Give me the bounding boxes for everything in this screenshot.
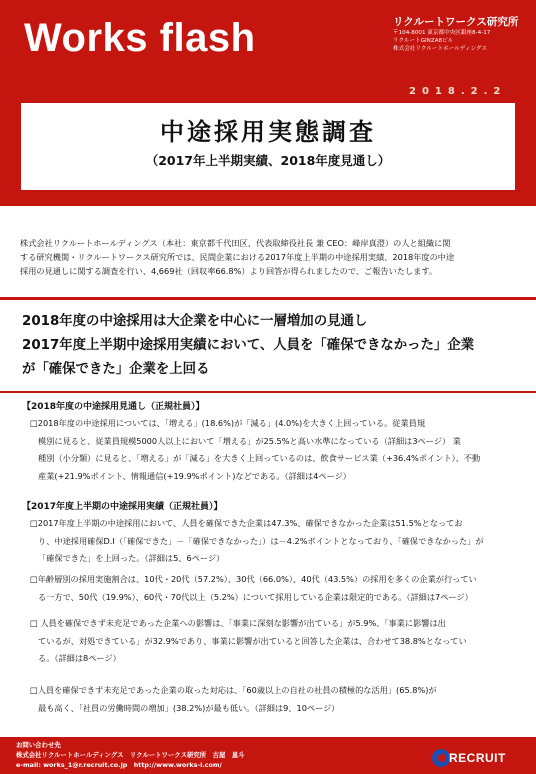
- recruit-mark-icon: [432, 749, 450, 767]
- divider: [0, 391, 536, 393]
- paragraph-line: 種別（小分類）に見ると、「増える」が「減る」を大きく上回っているのは、飲食サービス業（+36.4%ポイント）、不動: [38, 453, 481, 463]
- paragraph-line: 産業(+21.9%ポイント、情報通信(+19.9%ポイント)などである。（詳細は4ページ）: [38, 470, 351, 481]
- paragraph-line: る。（詳細は8ページ）: [38, 653, 121, 663]
- contact-email-link[interactable]: e-mail: works_1@r.recruit.co.jp http://www.works-i.com/: [16, 761, 222, 769]
- paragraph-line: 最も高く、「社員の労働時間の増加」(38.2%)が最も低い。（詳細は9、10ページ）: [38, 702, 340, 713]
- headlines: [22, 310, 522, 382]
- header-band: [0, 0, 536, 206]
- headline: 2017年度上半期中途採用実績において、人員を「確保できなかった」企業: [22, 338, 475, 353]
- org-block: [393, 16, 533, 53]
- contact-title: お問い合わせ先: [16, 741, 61, 749]
- paragraph-line: る一方で、50代（19.9%）、60代・70代以上（5.2%）について採用している企業は限定的である。（詳細は7ページ）: [38, 591, 473, 602]
- org-company: 株式会社リクルートホールディングス: [393, 46, 488, 52]
- org-building: リクルートGINZA8ビル: [393, 38, 454, 44]
- intro-line: 採用の見通しに関する調査を行い、4,669社（回収率66.8%）より回答が得られましたので、ご報告いたします。: [20, 266, 438, 276]
- divider: [0, 297, 536, 300]
- intro-line: 株式会社リクルートホールディングス（本社：東京都千代田区、代表取締役社長 兼 CEO：峰岸真澄）の人と組織に関: [20, 238, 451, 248]
- footer: [0, 737, 536, 774]
- section-label-2017-results: 【2017年度上半期の中途採用実績（正規社員）】: [22, 502, 223, 512]
- paragraph-responses: [30, 682, 520, 717]
- issue-date: 2018.2.2: [409, 86, 507, 97]
- paragraph-age-groups: [30, 571, 520, 606]
- paragraph-line: 「確保できた」を上回った。（詳細は5、6ページ）: [38, 553, 225, 563]
- paragraph-line: □2018年度の中途採用については、「増える」(18.6%)が「減る」(4.0%)を大きく上回っている。従業員規: [30, 418, 426, 428]
- paragraph-hiring-result: [30, 515, 520, 568]
- paragraph-line: ているが、対処できている」が32.9%であり、事業に影響が出ていると回答した企業は、合わせて38.8%となってい: [38, 635, 467, 646]
- org-address: 〒104-8001 東京都中央区銀座8-4-17: [393, 30, 491, 36]
- page-title: 中途採用実態調査: [160, 118, 376, 146]
- headline: が「確保できた」企業を上回る: [22, 362, 210, 377]
- paragraph-2018-outlook: [30, 415, 520, 485]
- paragraph-line: □人員を確保できず未充足であった企業の取った対応は、「60歳以上の自社の社員の積極的な活用」(65.8%)が: [30, 685, 437, 695]
- paragraph-business-impact: [30, 615, 520, 668]
- intro-text: [20, 236, 520, 278]
- intro-line: する研究機関・リクルートワークス研究所では、民間企業における2017年度上半期の中途採用実績、2018年度の中途: [20, 252, 455, 262]
- paragraph-line: □年齢層別の採用実施割合は、10代・20代（57.2%）、30代（66.0%）、40代（43.5%）の採用を多くの企業が行ってい: [30, 574, 477, 584]
- works-flash-logo: Works flash: [24, 16, 256, 60]
- paragraph-line: □2017年度上半期の中途採用において、人員を確保できた企業は47.3%、確保できなかった企業は51.5%となってお: [30, 518, 463, 528]
- page-subtitle: （2017年上半期実績、2018年度見通し）: [145, 153, 391, 168]
- org-name: リクルートワークス研究所: [393, 16, 519, 28]
- recruit-wordmark: RECRUIT: [449, 751, 506, 765]
- headline: 2018年度の中途採用は大企業を中心に一層増加の見通し: [22, 314, 368, 329]
- contact-org: 株式会社リクルートホールディングス リクルートワークス研究所 古屋 星斗: [16, 751, 245, 759]
- recruit-logo: [432, 748, 532, 770]
- paragraph-line: □ 人員を確保できず未充足であった企業への影響は、「事業に深刻な影響が出ている」が5.9%、「事業に影響は出: [30, 618, 446, 628]
- title-box: [21, 103, 515, 190]
- section-label-2018-outlook: 【2018年度の中途採用見通し（正規社員）】: [22, 402, 205, 412]
- paragraph-line: り、中途採用確保D.I（「確保できた」－「確保できなかった」）は－4.2%ポイントとなっており、「確保できなかった」が: [38, 535, 484, 546]
- paragraph-line: 模別に見ると、従業員規模5000人以上において「増える」が25.5%と高い水準になっている（詳細は3ページ） 業: [38, 435, 461, 446]
